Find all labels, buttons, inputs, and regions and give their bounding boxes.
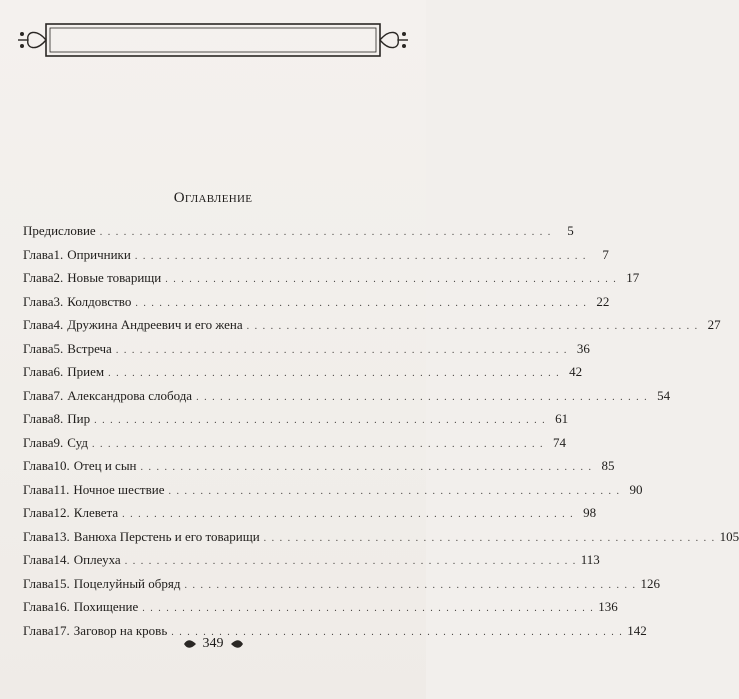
toc-entry-number: 13.: [53, 528, 70, 544]
toc-entry-prefix: Глава: [23, 246, 54, 262]
toc-entry-page: 98: [583, 505, 597, 520]
toc-entry-prefix: Глава: [23, 270, 54, 285]
toc-leader-dots: . . . . . . . . . . . . . . . . . . . . . . . . . . . . . . . . . . . . . . . . . . . . . . . . . . . . . . . . .: [135, 297, 588, 309]
toc-entry-prefix: Глава: [23, 552, 54, 567]
toc-leader-dots: . . . . . . . . . . . . . . . . . . . . . . . . . . . . . . . . . . . . . . . . . . . . . . . . . . . . . . . . .: [168, 485, 621, 497]
toc-entry: [23, 528, 739, 553]
toc-entry-prefix: Глава: [23, 364, 54, 379]
toc-entry-prefix: Глава: [23, 505, 54, 520]
toc-entry-number: 2.: [53, 270, 64, 285]
toc-entry-number: 3.: [53, 293, 64, 309]
toc-leader-dots: . . . . . . . . . . . . . . . . . . . . . . . . . . . . . . . . . . . . . . . . . . . . . . . . . . . . . . . . .: [134, 250, 587, 262]
toc-entry-prefix: Глава: [23, 317, 54, 332]
toc-entry-page: 7: [602, 246, 609, 262]
toc-entry: [23, 434, 566, 459]
page-footer: [0, 636, 426, 652]
toc-entry: [23, 575, 660, 600]
toc-leader-dots: . . . . . . . . . . . . . . . . . . . . . . . . . . . . . . . . . . . . . . . . . . . . . . . . . . . . . . . . .: [140, 462, 593, 473]
toc-entry-number: 15.: [53, 575, 70, 591]
toc-entry-title: Дружина Андреевич и его жена: [67, 317, 243, 332]
toc-entry-title: Опричники: [67, 246, 131, 262]
toc-leader-dots: . . . . . . . . . . . . . . . . . . . . . . . . . . . . . . . . . . . . . . . . . . . . . . . . . . . . . . . . .: [122, 509, 575, 520]
toc-leader-dots: . . . . . . . . . . . . . . . . . . . . . . . . . . . . . . . . . . . . . . . . . . . . . . . . . . . . . . . . .: [94, 415, 547, 426]
toc-entry-title: Заговор на кровь: [73, 622, 168, 638]
toc-entry-title: Ванюха Перстень и его товарищи: [73, 528, 260, 544]
toc-entry-page: 90: [629, 481, 643, 497]
toc-entry-page: 85: [601, 458, 615, 473]
toc-entry-title: Отец и сын: [73, 458, 137, 473]
toc-entry-page: 22: [596, 293, 610, 309]
toc-entry-title: Колдовство: [67, 293, 132, 309]
toc-entry-number: 12.: [53, 505, 70, 520]
toc-entry-title: Похищение: [73, 599, 139, 614]
toc-entry: [23, 458, 615, 482]
toc-entry-title: Оплеуха: [73, 552, 121, 567]
toc-entry-title: Прием: [67, 364, 105, 379]
toc-entry-page: 54: [657, 387, 671, 403]
toc-entry-page: 5: [567, 223, 574, 238]
toc-entry-page: 126: [640, 575, 660, 591]
toc-entry: [23, 293, 610, 318]
toc-entry-number: 7.: [53, 387, 64, 403]
toc-entry: [23, 481, 643, 506]
toc-entry-number: 5.: [53, 340, 64, 356]
toc-entry: [23, 223, 574, 247]
toc-entry-page: 74: [552, 434, 566, 450]
toc-entry-page: 42: [569, 364, 583, 379]
toc-entry-title: Пир: [67, 411, 91, 426]
toc-leader-dots: . . . . . . . . . . . . . . . . . . . . . . . . . . . . . . . . . . . . . . . . . . . . . . . . . . . . . . . . .: [165, 274, 618, 285]
toc-leader-dots: . . . . . . . . . . . . . . . . . . . . . . . . . . . . . . . . . . . . . . . . . . . . . . . . . . . . . . . . .: [246, 321, 699, 332]
toc-entry-prefix: Глава: [23, 387, 54, 403]
toc-entry-prefix: Глава: [23, 340, 54, 356]
toc-entry-prefix: Глава: [23, 599, 54, 614]
toc-entry-page: 105: [719, 528, 739, 544]
toc-entry-number: 6.: [53, 364, 64, 379]
toc-leader-dots: . . . . . . . . . . . . . . . . . . . . . . . . . . . . . . . . . . . . . . . . . . . . . . . . . . . . . . . . .: [196, 391, 649, 403]
toc-entry: [23, 505, 597, 529]
toc-entry-title: Новые товарищи: [67, 270, 162, 285]
toc-entry: [23, 387, 671, 412]
toc-entry-number: 4.: [53, 317, 64, 332]
toc-entry-prefix: Глава: [23, 622, 54, 638]
toc-entry: [23, 599, 618, 623]
toc-entry-page: 17: [626, 270, 640, 285]
toc-entry-title: Ночное шествие: [73, 481, 165, 497]
toc-leader-dots: . . . . . . . . . . . . . . . . . . . . . . . . . . . . . . . . . . . . . . . . . . . . . . . . . . . . . . . . .: [142, 603, 595, 614]
toc-entry-title: Клевета: [73, 505, 119, 520]
toc-entry-page: 136: [598, 599, 618, 614]
page-number: 349: [202, 636, 224, 651]
toc-entry-page: 61: [555, 411, 569, 426]
toc-entry-title: Поцелуйный обряд: [73, 575, 181, 591]
toc-leader-dots: . . . . . . . . . . . . . . . . . . . . . . . . . . . . . . . . . . . . . . . . . . . . . . . . . . . . . . . . .: [91, 438, 544, 450]
toc-leader-dots: . . . . . . . . . . . . . . . . . . . . . . . . . . . . . . . . . . . . . . . . . . . . . . . . . . . . . . . . .: [171, 626, 624, 638]
toc-entry-page: 27: [707, 317, 721, 332]
toc-entry-page: 113: [580, 552, 600, 567]
toc-entry-prefix: Глава: [23, 528, 54, 544]
toc-leader-dots: . . . . . . . . . . . . . . . . . . . . . . . . . . . . . . . . . . . . . . . . . . . . . . . . . . . . . . . . .: [184, 579, 637, 591]
toc-entry-number: 14.: [53, 552, 70, 567]
toc-entry-title: Суд: [67, 434, 88, 450]
toc-entry: [23, 270, 640, 294]
toc-leader-dots: . . . . . . . . . . . . . . . . . . . . . . . . . . . . . . . . . . . . . . . . . . . . . . . . . . . . . . . . .: [263, 532, 716, 544]
toc-entry-page: 36: [576, 340, 590, 356]
toc-entry-prefix: Глава: [23, 458, 54, 473]
table-of-contents: [23, 223, 739, 646]
toc-entry-prefix: Глава: [23, 411, 54, 426]
toc-entry: [23, 246, 609, 271]
toc-entry-prefix: Глава: [23, 575, 54, 591]
toc-leader-dots: . . . . . . . . . . . . . . . . . . . . . . . . . . . . . . . . . . . . . . . . . . . . . . . . . . . . . . . . .: [99, 227, 552, 238]
toc-entry: [23, 411, 569, 435]
toc-entry-number: 9.: [53, 434, 64, 450]
toc-entry: [23, 552, 600, 576]
toc-leader-dots: . . . . . . . . . . . . . . . . . . . . . . . . . . . . . . . . . . . . . . . . . . . . . . . . . . . . . . . . .: [108, 368, 561, 379]
header-ornament-frame: [16, 18, 410, 62]
toc-entry-prefix: Глава: [23, 293, 54, 309]
toc-entry: [23, 340, 590, 365]
toc-entry-title: Александрова слобода: [67, 387, 193, 403]
toc-entry-title: Встреча: [67, 340, 112, 356]
toc-title: Оглавление: [173, 190, 253, 206]
toc-leader-dots: . . . . . . . . . . . . . . . . . . . . . . . . . . . . . . . . . . . . . . . . . . . . . . . . . . . . . . . . .: [124, 556, 577, 567]
toc-leader-dots: . . . . . . . . . . . . . . . . . . . . . . . . . . . . . . . . . . . . . . . . . . . . . . . . . . . . . . . . .: [115, 344, 568, 356]
toc-entry-number: 8.: [53, 411, 64, 426]
toc-entry-prefix: Глава: [23, 481, 54, 497]
toc-entry-number: 10.: [53, 458, 70, 473]
toc-entry-number: 11.: [53, 481, 70, 497]
toc-entry-prefix: Предисловие: [23, 223, 96, 238]
footer-ornament-right-icon: [230, 639, 244, 649]
footer-ornament-left-icon: [183, 639, 197, 649]
toc-entry-page: 142: [627, 622, 647, 638]
toc-entry-number: 1.: [53, 246, 64, 262]
toc-entry-number: 16.: [53, 599, 70, 614]
toc-entry: [23, 317, 721, 341]
toc-entry-prefix: Глава: [23, 434, 54, 450]
toc-entry: [23, 364, 583, 388]
toc-entry-number: 17.: [53, 622, 70, 638]
